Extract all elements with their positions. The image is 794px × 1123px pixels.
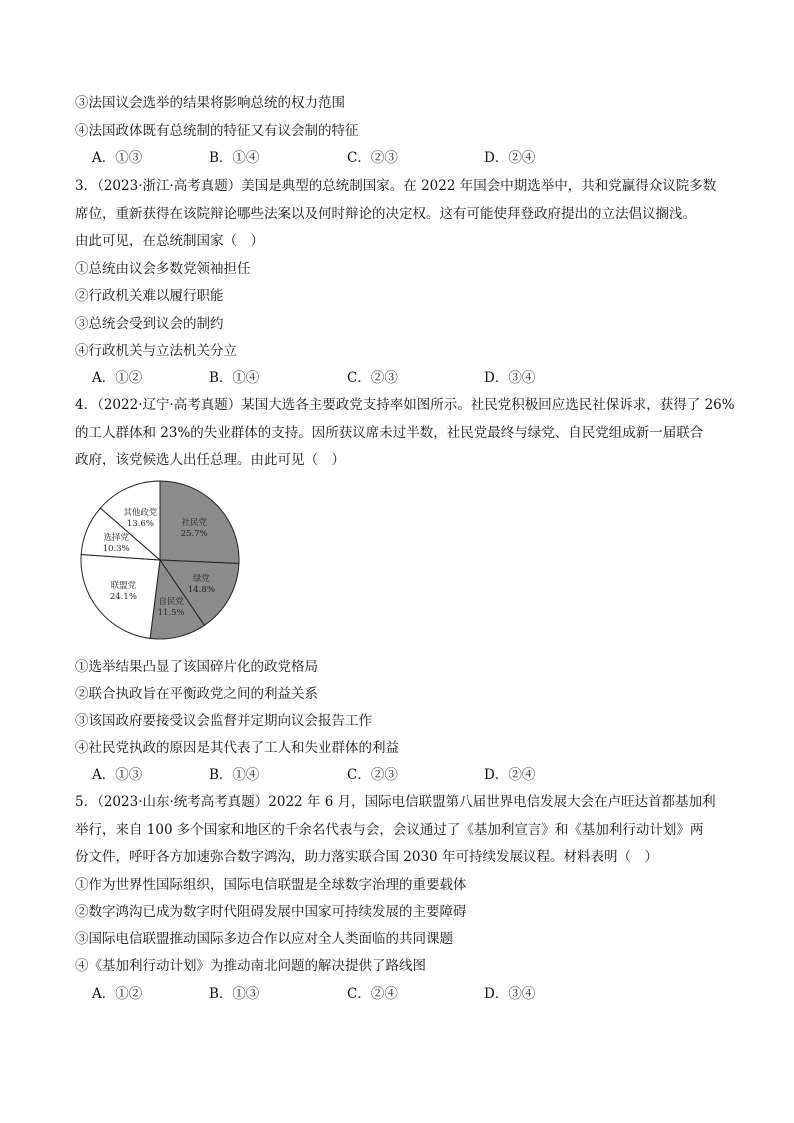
statement: ①选举结果凸显了该国碎片化的政党格局	[75, 659, 318, 675]
option-b[interactable]: B．①④	[209, 767, 260, 783]
options-row	[0, 369, 794, 387]
slice-value-label: 11.5%	[157, 608, 185, 619]
options-row	[0, 985, 794, 1003]
slice-name-label: 自民党	[158, 597, 184, 608]
statement: ④行政机关与立法机关分立	[75, 343, 237, 359]
slice-value-label: 14.8%	[187, 585, 215, 596]
statement: ③总统会受到议会的制约	[75, 316, 224, 332]
option-b[interactable]: B．①④	[209, 370, 260, 386]
option-c[interactable]: C．②④	[347, 986, 398, 1002]
question-4-stem: 的工人群体和 23%的失业群体的支持。因所获议席未过半数，社民党最终与绿党、自民党组成新一届联合	[75, 425, 704, 441]
option-a[interactable]: A．①②	[92, 370, 143, 386]
option-b[interactable]: B．①③	[209, 986, 260, 1002]
statement: ②行政机关难以履行职能	[75, 288, 224, 304]
option-d[interactable]: D．③④	[484, 986, 536, 1002]
statement: ②数字鸿沟已成为数字时代阻碍发展中国家可持续发展的主要障碍	[75, 904, 467, 920]
slice-value-label: 24.1%	[109, 592, 137, 603]
statement: ①作为世界性国际组织，国际电信联盟是全球数字治理的重要载体	[75, 877, 467, 893]
slice-name-label: 绿党	[192, 574, 210, 585]
question-5-stem: 举行，来自 100 多个国家和地区的千余名代表与会，会议通过了《基加利宣言》和《基加利行动计划》两	[75, 822, 704, 838]
slice-value-label: 13.6%	[126, 518, 154, 529]
statement: ④社民党执政的原因是其代表了工人和失业群体的利益	[75, 740, 399, 756]
statement: ②联合执政旨在平衡政党之间的利益关系	[75, 686, 318, 702]
options-row	[0, 149, 794, 167]
option-d[interactable]: D．②④	[484, 767, 536, 783]
question-5-stem: 5．（2023·山东·统考高考真题）2022 年 6 月，国际电信联盟第八届世界电信发展大会在卢旺达首都基加利	[75, 794, 716, 810]
statement: ③国际电信联盟推动国际多边合作以应对全人类面临的共同课题	[75, 931, 453, 947]
option-b[interactable]: B．①④	[209, 150, 260, 166]
option-a[interactable]: A．①②	[92, 986, 143, 1002]
option-a[interactable]: A．①③	[92, 767, 143, 783]
question-3-stem: 由此可见，在总统制国家（ ）	[75, 233, 264, 249]
option-c[interactable]: C．②③	[347, 370, 398, 386]
slice-value-label: 10.3%	[102, 543, 130, 554]
option-a[interactable]: A．①③	[92, 150, 143, 166]
question-5-stem: 份文件，呼吁各方加速弥合数字鸿沟，助力落实联合国 2030 年可持续发展议程。材料表明（ ）	[75, 849, 658, 865]
option-c[interactable]: C．②③	[347, 767, 398, 783]
option-d[interactable]: D．②④	[484, 150, 536, 166]
statement: ④法国政体既有总统制的特征又有议会制的特征	[75, 123, 359, 139]
option-c[interactable]: C．②③	[347, 150, 398, 166]
statement: ①总统由议会多数党领袖担任	[75, 261, 251, 277]
question-4-stem: 政府，该党候选人出任总理。由此可见（ ）	[75, 452, 345, 468]
statement: ③该国政府要接受议会监督并定期向议会报告工作	[75, 713, 372, 729]
option-d[interactable]: D．③④	[484, 370, 536, 386]
slice-name-label: 其他政党	[123, 507, 158, 518]
statement: ④《基加利行动计划》为推动南北问题的解决提供了路线图	[75, 958, 426, 974]
party-support-pie-chart	[72, 478, 247, 648]
slice-value-label: 25.7%	[180, 529, 208, 540]
question-4-stem: 4．（2022·辽宁·高考真题）某国大选各主要政党支持率如图所示。社民党积极回应选民社保诉求，获得了 26%	[75, 397, 735, 413]
question-3-stem: 3．（2023·浙江·高考真题）美国是典型的总统制国家。在 2022 年国会中期选举中，共和党赢得众议院多数	[75, 178, 717, 194]
slice-name-label: 联盟党	[110, 581, 137, 592]
statement: ③法国议会选举的结果将影响总统的权力范围	[75, 95, 345, 111]
slice-name-label: 社民党	[181, 518, 207, 529]
question-3-stem: 席位，重新获得在该院辩论哪些法案以及何时辩论的决定权。这有可能使拜登政府提出的立法倡议搁浅。	[75, 206, 696, 222]
slice-name-label: 选择党	[103, 532, 129, 543]
options-row	[0, 766, 794, 784]
